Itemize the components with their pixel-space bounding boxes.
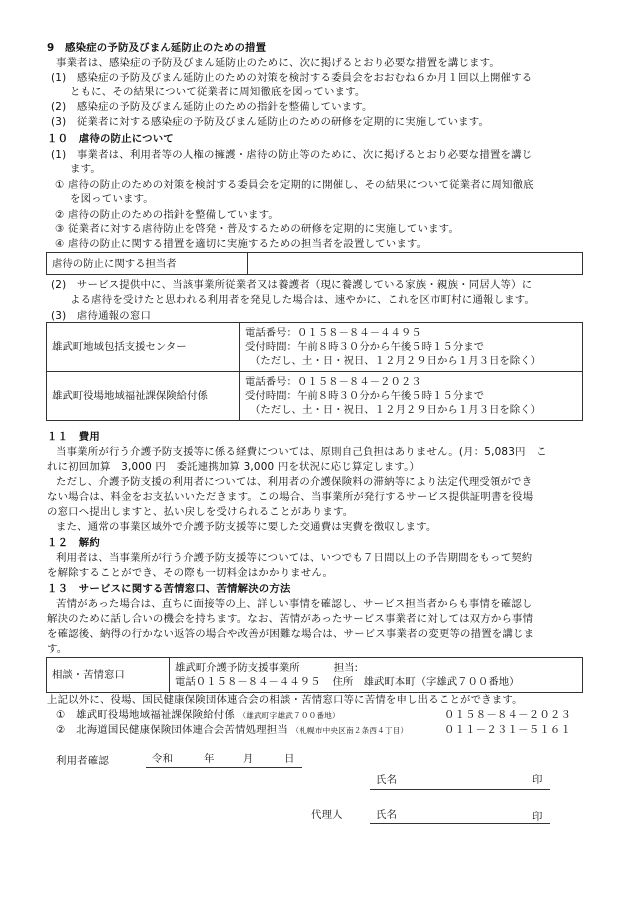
sec10-sub1: ① 虐待の防止のための対策を検討する委員会を定期的に開催し、その結果について従業者に周知徹底 xyxy=(55,179,534,191)
sec10-item1-cont: ます。 xyxy=(70,163,101,175)
complaint-window-table xyxy=(46,657,583,693)
sec11-p1: 当事業所が行う介護予防支援等に係る経費については、原則自己負担はありません。(月：5,083円 こ xyxy=(56,446,547,458)
other-windows-intro: 上記以外に、役場、国民健康保険団体連合会の相談・苦情窓口等に苦情を申し出ることができます。 xyxy=(47,694,523,706)
other-window-2-phone: ０１１－２３１－５１６１ xyxy=(444,724,572,736)
complaint-window-details xyxy=(170,658,583,693)
abuse-officer-value xyxy=(248,253,583,275)
contact-details xyxy=(240,372,583,421)
agent-label: 代理人 xyxy=(311,809,343,821)
sec12-p1-cont: を解除することができ、その際も一切料金はかかりません。 xyxy=(47,567,334,579)
contact-details xyxy=(240,323,583,372)
complaint-window-label: 相談・苦情窓口 xyxy=(47,658,170,693)
other-window-2-name: ② 北海道国民健康保険団体連合会苦情処理担当 xyxy=(56,724,288,736)
sec11-p2-cont: ない場合は、料金をお支払いいただきます。この場合、当事業所が発行するサービス提供証明書を役場 xyxy=(47,491,534,503)
other-window-2-address: （札幌市中央区南２条西４丁目） xyxy=(291,726,409,735)
date-day: 日 xyxy=(284,753,295,765)
sec10-item1: (1) 事業者は、利用者等の人権の擁護・虐待の防止等のために、次に掲げるとおり必要な措置を講じ xyxy=(51,149,533,161)
sec10-item3: (3) 虐待通報の窓口 xyxy=(51,310,152,322)
sec11-p2: ただし、介護予防支援の利用者については、利用者の介護保険料の滞納等により法定代理受領ができ xyxy=(56,476,533,488)
complaint-staff-label: 担当: xyxy=(333,662,358,674)
sec10-item2: (2) サービス提供中に、当該事業所従業者又は養護者（現に養護している家族・親族・同居人等）に xyxy=(51,279,533,291)
sec12-p1: 利用者は、当事業所が行う介護予防支援等については、いつでも７日間以上の予告期間をもって契約 xyxy=(56,552,533,564)
sec11-p1-cont: れに初回加算 3,000 円 委託連携加算 3,000 円を状況に応じ算定します。） xyxy=(47,461,421,473)
date-era: 令和 xyxy=(152,753,174,765)
abuse-officer-label: 虐待の防止に関する担当者 xyxy=(47,253,248,275)
contact-name: 雄武町地域包括支援センター xyxy=(47,323,240,372)
sec11-p3: また、通常の事業区域外で介護予防支援等に要した交通費は実費を徴収します。 xyxy=(56,521,437,533)
date-underline xyxy=(146,767,302,768)
other-window-1-address: （雄武町字雄武７００番地） xyxy=(238,711,340,720)
complaint-phone: 電話０１５８－８４－４４９５ xyxy=(175,676,321,688)
sec9-item2: (2) 感染症の予防及びまん延防止のための指針を整備しています。 xyxy=(51,101,373,113)
other-window-1 xyxy=(56,708,340,723)
complaint-office: 雄武町介護予防支援事業所 xyxy=(175,662,300,674)
agent-name-underline xyxy=(370,823,550,824)
date-month: 月 xyxy=(243,753,254,765)
contact-phone: 電話番号：０１５８－８４－４４９５ xyxy=(245,327,422,339)
user-name-underline xyxy=(370,789,550,790)
complaint-address: 住所 雄武町本町（字雄武７００番地） xyxy=(332,676,520,688)
sec9-item3: (3) 従業者に対する感染症の予防及びまん延防止のための研修を定期的に実施しています。 xyxy=(51,116,490,128)
sec12-heading: １２ 解約 xyxy=(47,537,100,549)
contact-row xyxy=(47,372,583,421)
report-contacts-table xyxy=(46,322,583,421)
contact-hours: 受付時間：午前８時３０分から午後５時１５分まで xyxy=(245,390,484,402)
contact-name: 雄武町役場地域福祉課保険給付係 xyxy=(47,372,240,421)
sec10-heading: １０ 虐待の防止について xyxy=(47,133,174,145)
contact-note: （ただし、土・日・祝日、１２月２９日から１月３日を除く） xyxy=(250,404,541,416)
other-window-1-phone: ０１５８－８４－２０２３ xyxy=(444,709,572,721)
sec10-item2-cont: よる虐待を受けたと思われる利用者を発見した場合は、速やかに、これを区市町村に通報します。 xyxy=(70,294,536,306)
sec11-heading: １１ 費用 xyxy=(47,431,100,443)
sec10-sub3: ③ 従業者に対する虐待防止を啓発・普及するための研修を定期的に実施しています。 xyxy=(55,223,460,235)
complaint-window-line2 xyxy=(175,675,577,689)
sec9-intro: 事業者は、感染症の予防及びまん延防止のために、次に掲げるとおり必要な措置を講じます。 xyxy=(56,57,500,69)
sec9-item1-cont: ともに、その結果について従業者に周知徹底を図っています。 xyxy=(70,86,366,98)
contact-phone: 電話番号：０１５８－８４－２０２３ xyxy=(245,376,422,388)
contact-hours: 受付時間：午前８時３０分から午後５時１５分まで xyxy=(245,341,484,353)
complaint-window-line1 xyxy=(175,661,577,675)
sec13-p1-cont: 解決のために話し合いの機会を持ちます。なお、苦情があったサービス事業者に対しては双方から事情 xyxy=(47,613,534,625)
sec11-p2-cont2: の窓口へ提出しますと、払い戻しを受けられることがあります。 xyxy=(47,506,354,518)
contact-note: （ただし、土・日・祝日、１２月２９日から１月３日を除く） xyxy=(250,355,541,367)
sec10-sub1-cont: を図っています。 xyxy=(70,193,154,205)
agent-name-label: 氏名 xyxy=(376,809,398,821)
sec9-item1: (1) 感染症の予防及びまん延防止のための対策を検討する委員会をおおむね６か月１回以上開催する xyxy=(51,72,533,84)
sec10-sub4: ④ 虐待の防止に関する措置を適切に実施するための担当者を設置しています。 xyxy=(55,238,428,250)
user-confirm-label: 利用者確認 xyxy=(56,755,109,767)
user-name-label: 氏名 xyxy=(376,774,398,786)
contact-row xyxy=(47,323,583,372)
sec13-p1: 苦情があった場合は、直ちに面接等の上、詳しい事情を確認し、サービス担当者からも事情を確認し xyxy=(56,598,533,610)
sec13-p1-cont2: を確認後、納得の行かない返答の場合や改善が困難な場合は、サービス事業者の変更等の措置を講じま xyxy=(47,628,535,640)
user-seal: 印 xyxy=(532,774,543,786)
sec9-heading: 9 感染症の予防及びまん延防止のための措置 xyxy=(47,42,267,54)
other-window-1-name: ① 雄武町役場地域福祉課保険給付係 xyxy=(56,709,235,721)
agent-seal: 印 xyxy=(532,811,543,823)
other-window-2 xyxy=(56,723,408,738)
date-year: 年 xyxy=(204,753,215,765)
sec10-sub2: ② 虐待の防止のための指針を整備しています。 xyxy=(55,209,279,221)
abuse-officer-table xyxy=(46,252,583,275)
sec13-p1-cont3: す。 xyxy=(47,643,68,655)
sec13-heading: １３ サービスに関する苦情窓口、苦情解決の方法 xyxy=(47,583,291,595)
